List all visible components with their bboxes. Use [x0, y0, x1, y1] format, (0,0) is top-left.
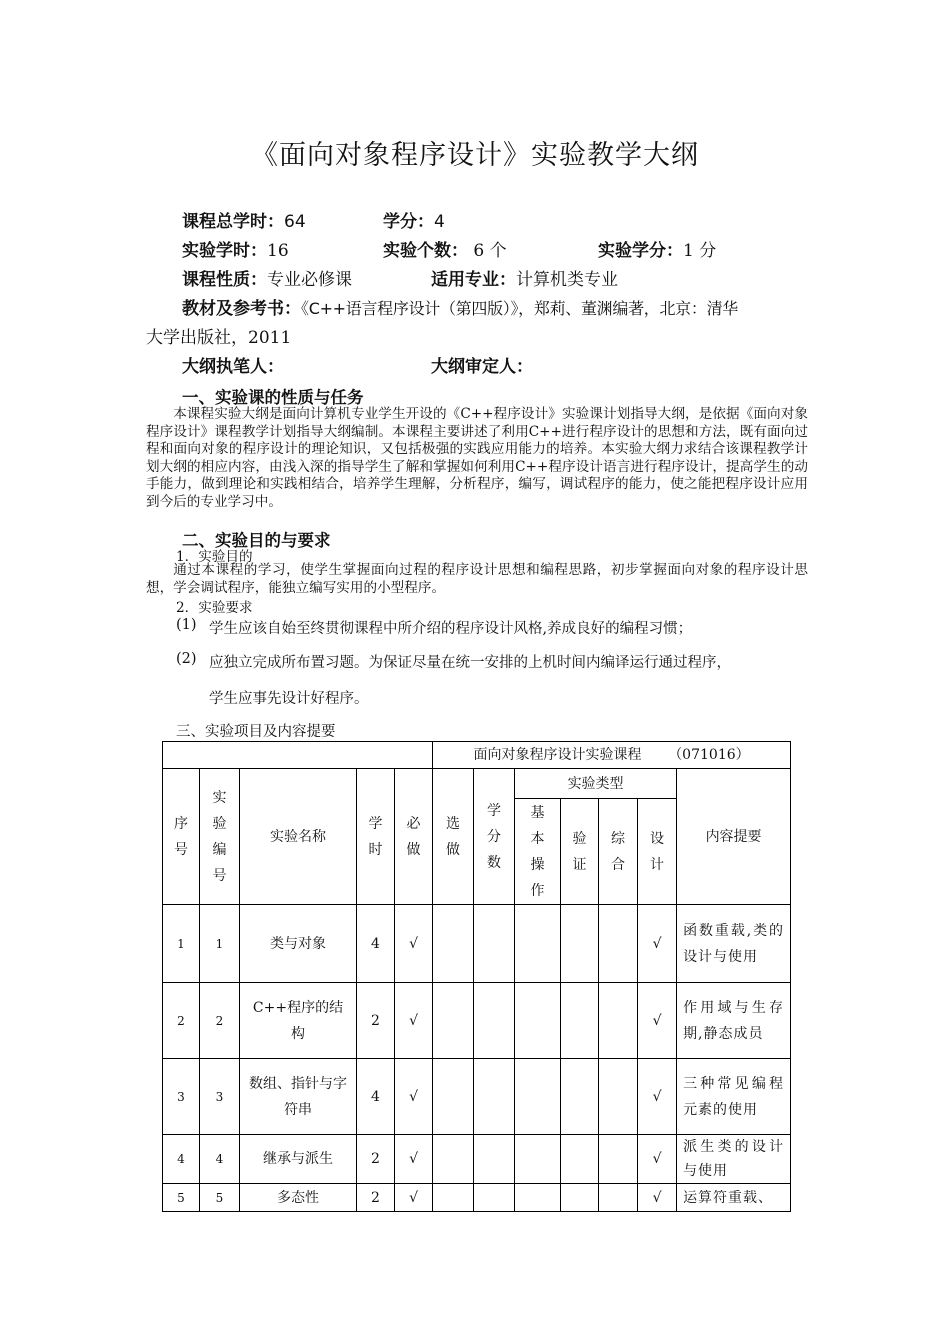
credits-value: 4 [434, 212, 445, 232]
row-name: 数组、指针与字符串 [240, 1059, 357, 1135]
row-design: √ [638, 1059, 677, 1135]
row-content: 运算符重载、 [677, 1184, 791, 1212]
table-row [163, 983, 791, 1059]
row-design: √ [638, 1184, 677, 1212]
header-basic: 基本操作 [515, 799, 561, 905]
textbook [182, 294, 738, 319]
row-comprehensive [599, 1184, 638, 1212]
lab-hours-value: 16 [267, 241, 289, 261]
credits [383, 207, 445, 232]
textbook-continued: 大学出版社，2011 [146, 328, 292, 348]
row-design: √ [638, 983, 677, 1059]
course-title: 面向对象程序设计实验课程 [473, 747, 642, 763]
nature-label: 课程性质： [182, 270, 267, 290]
row-design: √ [638, 905, 677, 983]
row-name: 多态性 [240, 1184, 357, 1212]
total-hours [182, 207, 306, 232]
header-required: 必做 [395, 769, 433, 905]
row-required: √ [395, 1059, 433, 1135]
lab-count [383, 236, 507, 261]
row-credits [474, 983, 515, 1059]
requirement-1-text: 学生应该自始至终贯彻课程中所介绍的程序设计风格,养成良好的编程习惯； [209, 621, 693, 637]
reviewer [431, 352, 533, 377]
header-name: 实验名称 [240, 769, 357, 905]
row-code: 4 [200, 1135, 240, 1184]
row-content: 派生类的设计与使用 [677, 1135, 791, 1184]
row-basic [515, 1184, 561, 1212]
row-seq: 3 [163, 1059, 200, 1135]
page-title: 《面向对象程序设计》实验教学大纲 [251, 140, 699, 171]
row-code: 3 [200, 1059, 240, 1135]
major-value: 计算机类专业 [516, 270, 618, 290]
row-verify [561, 983, 599, 1059]
row-code: 5 [200, 1184, 240, 1212]
requirement-2-number: (2) [176, 651, 197, 667]
row-credits [474, 905, 515, 983]
purpose-heading: 1．实验目的 [176, 549, 253, 565]
table-row [163, 1184, 791, 1212]
table-row [163, 905, 791, 983]
row-required: √ [395, 905, 433, 983]
row-seq: 1 [163, 905, 200, 983]
header-credits: 学分数 [474, 769, 515, 905]
row-name: 类与对象 [240, 905, 357, 983]
requirement-2-text: 应独立完成所布置习题。为保证尽量在统一安排的上机时间内编译运行通过程序， [209, 655, 731, 671]
section2-heading: 二、实验目的与要求 [182, 531, 331, 550]
row-name: C++程序的结构 [240, 983, 357, 1059]
row-basic [515, 1059, 561, 1135]
row-required: √ [395, 1135, 433, 1184]
writer [182, 352, 284, 377]
row-verify [561, 1059, 599, 1135]
nature-value: 专业必修课 [267, 270, 352, 290]
purpose-body: 通过本课程的学习，使学生掌握面向过程的程序设计思想和编程思路，初步掌握面向对象的程序设计思想，学会调试程序，能独立编写实用的小型程序。 [146, 562, 808, 596]
lab-count-value: 6 个 [468, 241, 507, 261]
textbook-value: 《C++语言程序设计（第四版）》，郑莉、董渊编著，北京：清华 [301, 299, 738, 318]
total-hours-value: 64 [284, 212, 306, 232]
row-comprehensive [599, 1059, 638, 1135]
table-header-row [163, 769, 791, 799]
row-code: 2 [200, 983, 240, 1059]
lab-credits-value: 1 分 [683, 241, 717, 261]
row-elective [433, 1135, 474, 1184]
lab-credits-label: 实验学分： [598, 241, 683, 261]
row-name: 继承与派生 [240, 1135, 357, 1184]
row-basic [515, 983, 561, 1059]
table-row [163, 1059, 791, 1135]
row-hours: 4 [357, 905, 395, 983]
row-content: 函数重载,类的设计与使用 [677, 905, 791, 983]
row-required: √ [395, 1184, 433, 1212]
row-seq: 2 [163, 983, 200, 1059]
row-elective [433, 1059, 474, 1135]
lab-credits [598, 236, 716, 261]
total-hours-label: 课程总学时： [182, 212, 284, 232]
requirement-2-continued: 学生应事先设计好程序。 [209, 691, 369, 707]
row-required: √ [395, 983, 433, 1059]
major-label: 适用专业： [431, 270, 516, 290]
credits-label: 学分： [383, 212, 434, 232]
row-comprehensive [599, 983, 638, 1059]
header-design: 设计 [638, 799, 677, 905]
row-hours: 2 [357, 1135, 395, 1184]
row-basic [515, 1135, 561, 1184]
row-elective [433, 983, 474, 1059]
row-elective [433, 905, 474, 983]
row-seq: 5 [163, 1184, 200, 1212]
header-type-group: 实验类型 [515, 769, 677, 799]
row-hours: 4 [357, 1059, 395, 1135]
course-title-cell [433, 742, 791, 769]
header-content: 内容提要 [677, 769, 791, 905]
header-verify: 验证 [561, 799, 599, 905]
row-verify [561, 1135, 599, 1184]
row-hours: 2 [357, 983, 395, 1059]
section1-body: 本课程实验大纲是面向计算机专业学生开设的《C++程序设计》实验课计划指导大纲，是依据《面向对象程序设计》课程教学计划指导大纲编制。本课程主要讲述了利用C++进行程序设计的思想和方法，既有面向过程和面向对象的程序设计的理论知识，又包括极强的实践应用能力的培养。本实验大纲力求结合该课程教学计划大纲的相应内容，由浅入深的指导学生了解和掌握如何利用C++程序设计语言进行程序设计，提高学生的动手能力，做到理论和实践相结合，培养学生理解，分析程序，编写，调试程序的能力，使之能把程序设计应用到今后的专业学习中。 [146, 406, 808, 510]
table-row [163, 1135, 791, 1184]
writer-label: 大纲执笔人： [182, 357, 284, 377]
header-hours: 学时 [357, 769, 395, 905]
lab-hours [182, 236, 289, 261]
course-code: （071016） [668, 747, 750, 763]
header-comprehensive: 综合 [599, 799, 638, 905]
lab-hours-label: 实验学时： [182, 241, 267, 261]
applicable-major [431, 265, 618, 290]
requirement-1-number: (1) [176, 617, 197, 633]
row-verify [561, 905, 599, 983]
course-blank-cell [163, 742, 433, 769]
row-code: 1 [200, 905, 240, 983]
requirements-heading: 2．实验要求 [176, 600, 253, 616]
row-basic [515, 905, 561, 983]
course-nature [182, 265, 352, 290]
row-comprehensive [599, 905, 638, 983]
row-credits [474, 1184, 515, 1212]
table-course-row [163, 742, 791, 769]
row-verify [561, 1184, 599, 1212]
row-elective [433, 1184, 474, 1212]
header-elective: 选做 [433, 769, 474, 905]
experiment-table [162, 741, 791, 1212]
row-hours: 2 [357, 1184, 395, 1212]
reviewer-label: 大纲审定人： [431, 357, 533, 377]
row-content: 三种常见编程元素的使用 [677, 1059, 791, 1135]
header-seq: 序号 [163, 769, 200, 905]
row-credits [474, 1059, 515, 1135]
row-comprehensive [599, 1135, 638, 1184]
section1-heading: 一、实验课的性质与任务 [182, 388, 364, 407]
row-content: 作用域与生存期,静态成员 [677, 983, 791, 1059]
textbook-label: 教材及参考书： [182, 299, 301, 319]
row-design: √ [638, 1135, 677, 1184]
lab-count-label: 实验个数： [383, 241, 468, 261]
header-code: 实验编号 [200, 769, 240, 905]
row-seq: 4 [163, 1135, 200, 1184]
row-credits [474, 1135, 515, 1184]
section3-heading: 三、实验项目及内容提要 [176, 724, 336, 740]
